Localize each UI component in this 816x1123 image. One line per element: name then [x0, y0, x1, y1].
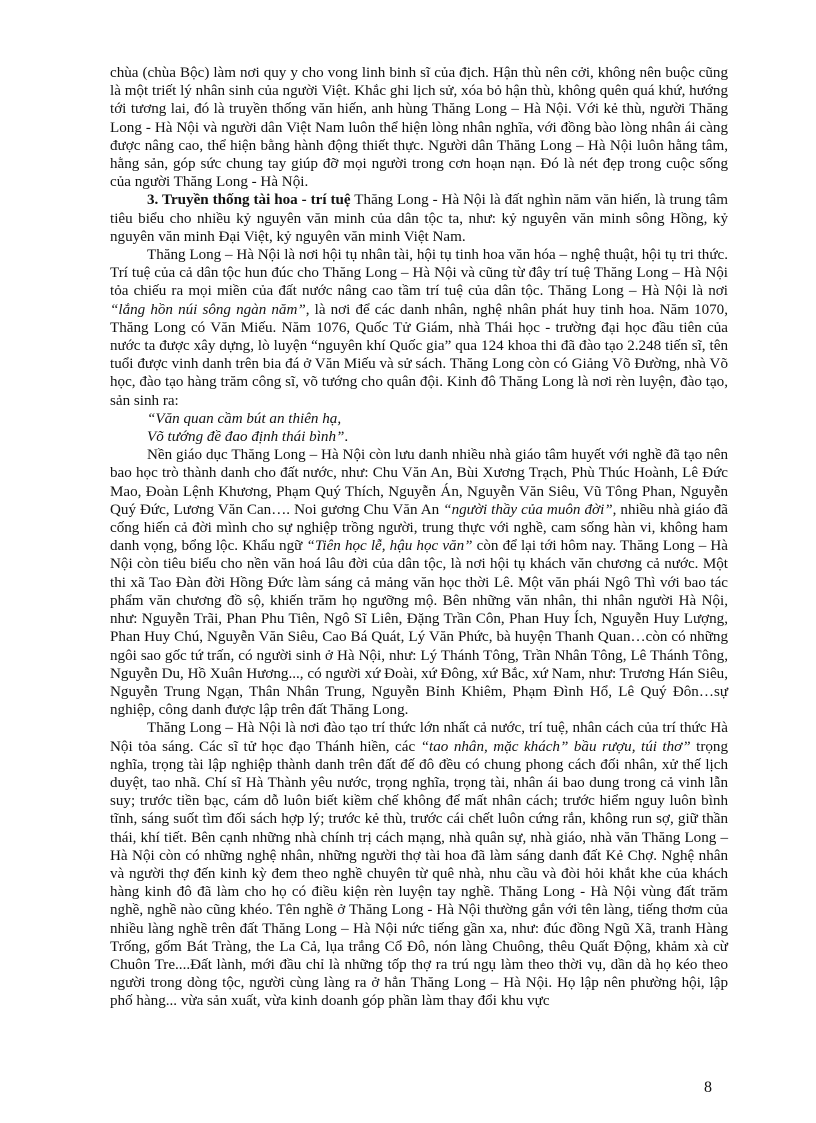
body-text	[110, 64, 728, 1011]
text-run: Thăng Long – Hà Nội là nơi hội tụ nhân tài, hội tụ tinh hoa văn hóa – nghệ thuật, hội tụ tri thức. Trí tuệ của cả dân tộc hun đúc cho Thăng Long – Hà Nội và cũng từ đây trí tuệ Thăng Long – Hà Nội tỏa chiếu ra mọi miền của đất nước nâng cao tầm trí tuệ của dân tộc. Thăng Long – Hà Nội là nơi	[110, 247, 728, 300]
italic-quote: “Văn quan cầm bút an thiên hạ,	[147, 410, 342, 427]
text-run: chùa (chùa Bộc) làm nơi quy y cho vong linh binh sĩ của địch. Hận thù nên cởi, không nên buộc cũng là một triết lý nhân sinh của người Việt. Khắc ghi lịch sử, xóa bỏ hận thù, không quên quá khứ, hướng tới tương lai, đó là truyền thống văn hiến, anh hùng Thăng Long – Hà Nội. Với kẻ thù, người Thăng Long - Hà Nội và người dân Việt Nam luôn thể hiện lòng nhân nghĩa, với đồng bào lòng nhân ái càng được nâng cao, thể hiện bằng hành động thiết thực. Người dân Thăng Long – Hà Nội luôn hằng tâm, hằng sản, góp sức chung tay giúp đỡ mọi người trong cơn hoạn nạn. Đó là nét đẹp trong cuộc sống của người Thăng Long - Hà Nội.	[110, 65, 728, 191]
italic-quote: “lắng hồn núi sông ngàn năm”	[110, 301, 306, 318]
text-run: Nền giáo dục Thăng Long – Hà Nội còn lưu danh nhiều nhà giáo tâm huyết với nghề đã tạo nên bao học trò thành danh cho đất nước, như: Chu Văn An, Bùi Xương Trạch, Phù Thúc Hoành, Lê Đức Mao, Đoàn Lệnh Khương, Phạm Quý Thích, Nguyễn Án, Nguyễn Văn Siêu, Vũ Tông Phan, Nguyễn Quý Đức, Lương Văn Can…. Noi gương Chu Văn An	[110, 447, 728, 518]
italic-quote: “người thầy của muôn đời”	[443, 501, 613, 518]
paragraph	[110, 719, 728, 1010]
text-run: Thăng Long – Hà Nội là nơi đào tạo trí thức lớn nhất cả nước, trí tuệ, nhân cách của trí thức Hà Nội tỏa sáng. Các sĩ tử học đạo Thánh hiền, các	[110, 720, 728, 755]
quote-line	[110, 428, 728, 446]
quote-line	[110, 410, 728, 428]
paragraph	[110, 446, 728, 719]
paragraph	[110, 246, 728, 410]
text-run: trọng nghĩa, trọng tài lập nghiệp thành danh trên đất đế đô đều có chung phong cách đối nhân, xử thế lịch duyệt, tao nhã. Chí sĩ Hà Thành yêu nước, trọng nghĩa, trọng tài, nhân ái bao dung trong cả vinh lẫn suy; trước tiền bạc, cám dỗ luôn biết kiềm chế không để mất nhân cách; trước hiểm nguy luôn bình tĩnh, sáng suốt tìm đối sách hợp lý; trước kẻ thù, trước cái chết luôn cứng rắn, không run sợ, giữ thần thái, khí tiết. Bên cạnh những nhà chính trị cách mạng, nhà quân sự, nhà giáo, nhà văn Thăng Long – Hà Nội còn có những nghệ nhân, những người thợ tài hoa đã làm sáng danh đất Kẻ Chợ. Nghệ nhân và người thợ đến kinh kỳ đem theo nghề chuyên từ quê nhà, nhu cầu và đòi hỏi khắt khe của khách hàng kinh đô đã làm cho họ có điều kiện rèn luyện tay nghề. Thăng Long - Hà Nội vùng đất trăm nghề, nghề nào cũng khéo. Tên nghề ở Thăng Long - Hà Nội thường gắn với tên làng, tiếng thơm của nhiều làng nghề trên đất Thăng Long – Hà Nội nức tiếng gần xa, như: đúc đồng Ngũ Xã, tranh Hàng Trống, gốm Bát Tràng, the La Cả, lụa trắng Cổ Đô, nón làng Chuông, thêu Quất Động, khảm xà cừ Chuôn Tre....Đất lành, mới đầu chỉ là những tốp thợ ra trú ngụ làm theo thời vụ, dần dà họ kéo theo người trong dòng tộc, người cùng làng ra ở hẳn Thăng Long – Hà Nội. Họ lập nên phường hội, lập phố hàng... vừa sản xuất, vừa kinh doanh góp phần làm thay đổi khu vực	[110, 738, 728, 1010]
italic-quote: “tao nhân, mặc khách” bầu rượu, túi thơ”	[420, 738, 691, 755]
text-run: còn để lại tới hôm nay. Thăng Long – Hà Nội còn tiêu biểu cho nền văn hoá lâu đời của dân tộc, là nơi hội tụ khách văn chương cả nước. Một thi xã Tao Đàn đời Hồng Đức làm sáng cả mảng văn học thời Lê. Một văn phái Ngô Thì với bao tác phẩm văn chương đồ sộ, khiến trăm họ ngưỡng mộ. Bên những văn nhân, thi nhân người Hà Nội, như: Nguyễn Trãi, Phan Phu Tiên, Ngô Sĩ Liên, Đặng Trần Côn, Phan Huy Ích, Nguyễn Huy Lượng, Phan Huy Chú, Nguyễn Văn Siêu, Cao Bá Quát, Lý Văn Phức, bà huyện Thanh Quan…còn có những ngôi sao gốc tứ trấn, có người sinh ở Hà Nội, như: Lý Thánh Tông, Trần Nhân Tông, Lê Thánh Tông, Nguyễn Du, Hồ Xuân Hương..., có người xứ Đoài, xứ Đông, xứ Bắc, xứ Nam, như: Trương Hán Siêu, Nguyễn Trung Ngạn, Thân Nhân Trung, Nguyễn Bỉnh Khiêm, Phạm Đình Hổ, Lê Quý Đôn…sự nghiệp, công danh được lập trên đất Thăng Long.	[110, 538, 728, 719]
page-number: 8	[704, 1079, 712, 1096]
text-run: Thăng Long - Hà Nội là đất nghìn năm văn hiến, là trung tâm tiêu biểu cho nhiều kỷ nguyên văn minh của dân tộc ta, như: kỷ nguyên văn minh sông Hồng, kỷ nguyên văn minh Đại Việt, kỷ nguyên văn minh Việt Nam.	[110, 192, 728, 245]
section-heading: 3. Truyền thống tài hoa - trí tuệ	[147, 192, 351, 209]
paragraph	[110, 64, 728, 191]
italic-quote: “Tiên học lễ, hậu học văn”	[306, 538, 473, 555]
text-run: .	[344, 429, 349, 446]
italic-quote: Võ tướng đề đao định thái bình”	[147, 429, 345, 446]
text-run: , là nơi để các danh nhân, nghệ nhân phát huy tinh hoa. Năm 1070, Thăng Long có Văn Miếu. Năm 1076, Quốc Tử Giám, nhà Thái học - trường đại học đầu tiên của nước ta được xây dựng, lò luyện “nguyên khí Quốc gia” qua 124 khoa thi đã đào tạo 2.248 tiến sĩ, tên tuổi được vinh danh trên bia đá ở Văn Miếu và sử sách. Thăng Long còn có Giảng Võ Đường, nhà Võ học, đào tạo hàng trăm công sĩ, võ tướng cho quân đội. Kinh đô Thăng Long là nơi rèn luyện, đào tạo, sản sinh ra:	[110, 301, 728, 409]
text-run: , nhiều nhà giáo đã cống hiến cả đời mình cho sự nghiệp trồng người, trung thực với nghề, cam sống hàn vi, không ham danh vọng, bổng lộc. Khẩu ngữ	[110, 501, 728, 555]
paragraph	[110, 191, 728, 246]
